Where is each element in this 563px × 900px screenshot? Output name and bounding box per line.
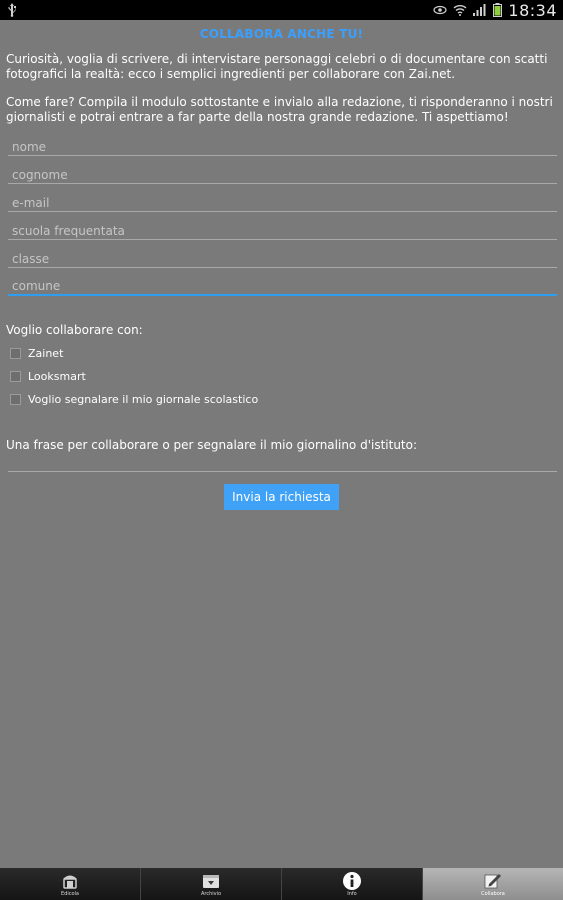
- signal-icon: [473, 4, 487, 16]
- instructions-text: Come fare? Compila il modulo sottostante e invialo alla redazione, ti risponderanno i nostri giornalisti e potrai entrare a far parte della nostra grande redazione. Ti aspettiamo!: [6, 95, 553, 124]
- nav-item-edicola[interactable]: [0, 868, 141, 900]
- status-bar: [0, 0, 563, 20]
- city-field[interactable]: [8, 268, 557, 296]
- checkbox-label: Looksmart: [28, 370, 86, 383]
- checkbox-label: Voglio segnalare il mio giornale scolastico: [28, 393, 259, 406]
- nav-label: Info: [347, 891, 357, 897]
- main-content: [0, 20, 563, 510]
- page-title: COLLABORA ANCHE TU!: [199, 27, 364, 41]
- archive-icon: [201, 871, 221, 891]
- battery-icon: [493, 3, 502, 17]
- name-field[interactable]: [8, 128, 557, 156]
- option-report-school-paper[interactable]: [10, 388, 563, 411]
- nav-label: Collabora: [481, 891, 505, 897]
- nav-label: Archivio: [200, 891, 222, 897]
- kiosk-icon: [60, 871, 80, 891]
- eye-icon: [433, 5, 447, 15]
- collaborate-with-label: Voglio collaborare con:: [6, 323, 143, 337]
- collaboration-form: [0, 128, 563, 296]
- edit-icon: [483, 871, 503, 891]
- email-field[interactable]: [8, 184, 557, 212]
- info-icon: [342, 871, 362, 891]
- school-field[interactable]: [8, 212, 557, 240]
- report-school-paper-checkbox[interactable]: [10, 394, 21, 405]
- class-field[interactable]: [8, 240, 557, 268]
- intro-text: Curiosità, voglia di scrivere, di intervistare personaggi celebri o di documentare con scatti fotografici la realtà: ecco i semplici ingredienti per collaborare con Zai.net.: [6, 52, 548, 81]
- checkbox-label: Zainet: [28, 347, 64, 360]
- zainet-checkbox[interactable]: [10, 348, 21, 359]
- send-request-button[interactable]: Invia la richiesta: [224, 484, 339, 510]
- usb-icon: [6, 3, 18, 17]
- wifi-icon: [453, 4, 467, 16]
- collaborate-options: [10, 342, 563, 411]
- phrase-field[interactable]: [8, 452, 557, 472]
- option-looksmart[interactable]: [10, 365, 563, 388]
- bottom-nav: [0, 868, 563, 900]
- nav-item-collabora[interactable]: [423, 868, 563, 900]
- nav-item-info[interactable]: [282, 868, 423, 900]
- clock: 18:34: [508, 0, 557, 20]
- nav-item-archivio[interactable]: [141, 868, 282, 900]
- phrase-label: Una frase per collaborare o per segnalare il mio giornalino d'istituto:: [6, 438, 418, 452]
- option-zainet[interactable]: [10, 342, 563, 365]
- surname-field[interactable]: [8, 156, 557, 184]
- nav-label: Edicola: [61, 891, 79, 897]
- looksmart-checkbox[interactable]: [10, 371, 21, 382]
